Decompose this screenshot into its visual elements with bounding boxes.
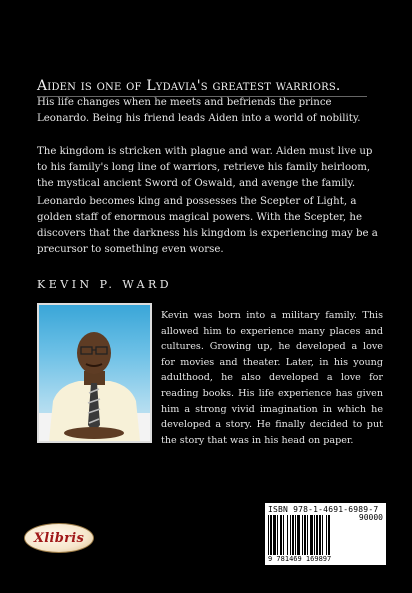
author-photo bbox=[37, 303, 152, 443]
xlibris-logo bbox=[24, 523, 94, 553]
barcode-bar bbox=[330, 515, 331, 555]
headline: Aiden is one of Lydavia's greatest warriors. bbox=[37, 78, 382, 97]
barcode-bars bbox=[268, 515, 356, 555]
isbn-barcode bbox=[265, 503, 386, 565]
publisher-logo-text: Xlibris bbox=[33, 530, 85, 546]
isbn-text: ISBN 978-1-4691-6989-7 bbox=[268, 505, 379, 514]
author-name: KEVIN P. WARD bbox=[37, 278, 173, 291]
barcode-digits: 9 781469 169897 bbox=[268, 555, 332, 563]
blurb-paragraph-3: Leonardo becomes king and possesses the Scepter of Light, a golden staff of enormous magical powers. With the Scepter, he discovers that the darkness his kingdom is experiencing may be a precursor to something even worse. bbox=[37, 196, 378, 255]
blurb-paragraph-1: His life changes when he meets and befriends the prince Leonardo. Being his friend leads Aiden into a world of nobility. bbox=[37, 97, 361, 124]
blurb-paragraph-2: The kingdom is stricken with plague and war. Aiden must live up to his family's long line of warriors, retrieve his family heirloom, the mystical ancient Sword of Oswald, and avenge the family. bbox=[37, 146, 373, 189]
price-code: 90000 bbox=[358, 513, 383, 522]
author-bio: Kevin was born into a military family. This allowed him to experience many places and cultures. Growing up, he developed a love for movies and theater. Later, in his young adulthood, he also developed a love for reading books. His life experience has given him a strong vivid imagination in which he developed a story. He finally decided to put the story that was in his head on paper. bbox=[161, 310, 383, 446]
